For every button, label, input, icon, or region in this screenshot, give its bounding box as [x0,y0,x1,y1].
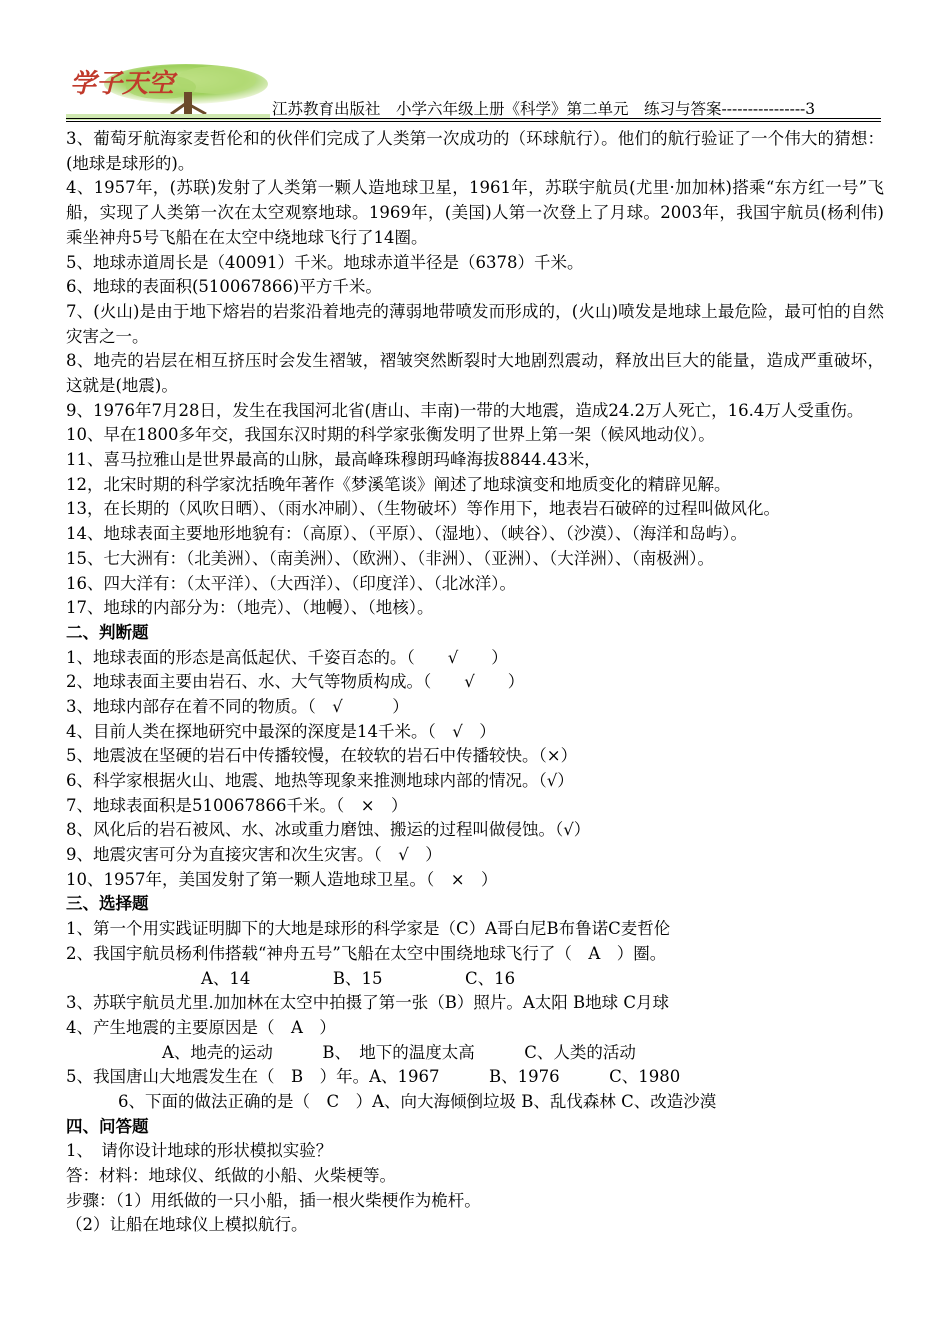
choice-q4: 4、产生地震的主要原因是（ A ） [66,1017,336,1037]
section-heading-choice: 三、选择题 [66,894,149,914]
judge-item-4: 4、目前人类在探地研究中最深的深度是14千米。（ √ ） [66,721,496,741]
fill-item-7: 7、(火山)是由于地下熔岩的岩浆沿着地壳的薄弱地带喷发而形成的，(火山)喷发是地球上最危险，最可怕的自然灾害之一。 [66,301,884,346]
fill-item-4: 4、1957年，(苏联)发射了人类第一颗人造地球卫星，1961年，苏联宇航员(尤里·加加林)搭乘“东方红一号”飞船，实现了人类第一次在太空观察地球。1969年，(美国)人第一次登上了月球。2003年，我国宇航员(杨利伟)乘坐神舟5号飞船在在太空中绕地球飞行了14圈。 [66,178,884,247]
judge-item-9: 9、地震灾害可分为直接灾害和次生灾害。（ √ ） [66,845,442,865]
fill-item-8: 8、地壳的岩层在相互挤压时会发生褶皱，褶皱突然断裂时大地剧烈震动，释放出巨大的能量，造成严重破坏，这就是(地震)。 [66,351,884,395]
section-heading-qa: 四、问答题 [66,1116,149,1136]
choice-q5: 5、我国唐山大地震发生在（ B ）年。A、1967 B、1976 C、1980 [66,1067,681,1087]
fill-item-15: 15、七大洲有：（北美洲）、（南美洲）、（欧洲）、（非洲）、（亚洲）、（大洋洲）、（南极洲）。 [66,548,714,568]
section-heading-judge: 二、判断题 [66,622,149,642]
qa-step-2: （2）让船在地球仪上模拟航行。 [66,1215,308,1235]
judge-item-5: 5、地震波在坚硬的岩石中传播较慢，在较软的岩石中传播较快。（×） [66,746,578,766]
judge-item-3: 3、地球内部存在着不同的物质。（ √ ） [66,696,409,716]
fill-item-16: 16、四大洋有：（太平洋）、（大西洋）、（印度洋）、（北冰洋）。 [66,573,516,593]
judge-item-7: 7、地球表面积是510067866千米。（ × ） [66,795,408,815]
fill-item-17: 17、地球的内部分为：（地壳）、（地幔）、（地核）。 [66,598,434,618]
logo-tree-icon [66,62,270,120]
choice-q2: 2、我国宇航员杨利伟搭载“神舟五号”飞船在太空中围绕地球飞行了（ A ）圈。 [66,943,667,963]
fill-item-10: 10、早在1800多年交，我国东汉时期的科学家张衡发明了世界上第一架（候风地动仪）。 [66,425,715,445]
qa-answer-1: 答：材料：地球仪、纸做的小船、火柴梗等。 [66,1166,396,1186]
judge-item-6: 6、科学家根据火山、地震、地热等现象来推测地球内部的情况。（√） [66,771,574,791]
qa-question-1: 1、 请你设计地球的形状模拟实验？ [66,1141,333,1161]
judge-item-2: 2、地球表面主要由岩石、水、大气等物质构成。（ √ ） [66,672,525,692]
choice-q4-options: A、地壳的运动 B、 地下的温度太高 C、人类的活动 [162,1042,636,1062]
svg-text:学子天空: 学子天空 [70,69,175,99]
choice-q3: 3、苏联宇航员尤里.加加林在太空中拍摄了第一张（B）照片。A太阳 B地球 C月球 [66,993,670,1013]
judge-item-8: 8、风化后的岩石被风、水、冰或重力磨蚀、搬运的过程叫做侵蚀。（√） [66,820,591,840]
fill-item-13: 13，在长期的（风吹日晒）、（雨水冲刷）、（生物破坏）等作用下，地表岩石破碎的过程叫做风化。 [66,499,780,519]
fill-item-9: 9、1976年7月28日，发生在我国河北省(唐山、丰南)一带的大地震，造成24.2万人死亡，16.4万人受重伤。 [66,400,864,420]
fill-item-3: 3、葡萄牙航海家麦哲伦和的伙伴们完成了人类第一次成功的（环球航行）。他们的航行验证了一个伟大的猜想：(地球是球形的)。 [66,129,884,173]
qa-step-1: 步骤：（1）用纸做的一只小船，插一根火柴梗作为桅杆。 [66,1190,481,1210]
judge-item-10: 10、1957年，美国发射了第一颗人造地球卫星。（ × ） [66,869,498,889]
fill-item-14: 14、地球表面主要地形地貌有：（高原）、（平原）、（湿地）、（峡谷）、（沙漠）、（海洋和岛屿）。 [66,524,747,544]
header-divider-2 [66,121,881,122]
fill-item-11: 11、喜马拉雅山是世界最高的山脉，最高峰珠穆朗玛峰海拔8844.43米， [66,450,601,470]
fill-item-12: 12，北宋时期的科学家沈括晚年著作《梦溪笔谈》阐述了地球演变和地质变化的精辟见解。 [66,474,731,494]
choice-q1: 1、第一个用实践证明脚下的大地是球形的科学家是（C）A哥白尼B布鲁诺C麦哲伦 [66,919,671,939]
header-title: 江苏教育出版社 小学六年级上册《科学》第二单元 练习与答案----------------3 [272,100,816,118]
choice-q6: 6、下面的做法正确的是（ C ）A、向大海倾倒垃圾 B、乱伐森林 C、改造沙漠 [118,1091,717,1111]
fill-item-5: 5、地球赤道周长是（40091）千米。地球赤道半径是（6378）千米。 [66,252,584,272]
header-divider [66,118,881,119]
choice-q2-options: A、14 B、15 C、16 [201,968,516,988]
document-body [66,127,884,1238]
fill-item-6: 6、地球的表面积(510067866)平方千米。 [66,277,382,297]
judge-item-1: 1、地球表面的形态是高低起伏、千姿百态的。（ √ ） [66,647,508,667]
